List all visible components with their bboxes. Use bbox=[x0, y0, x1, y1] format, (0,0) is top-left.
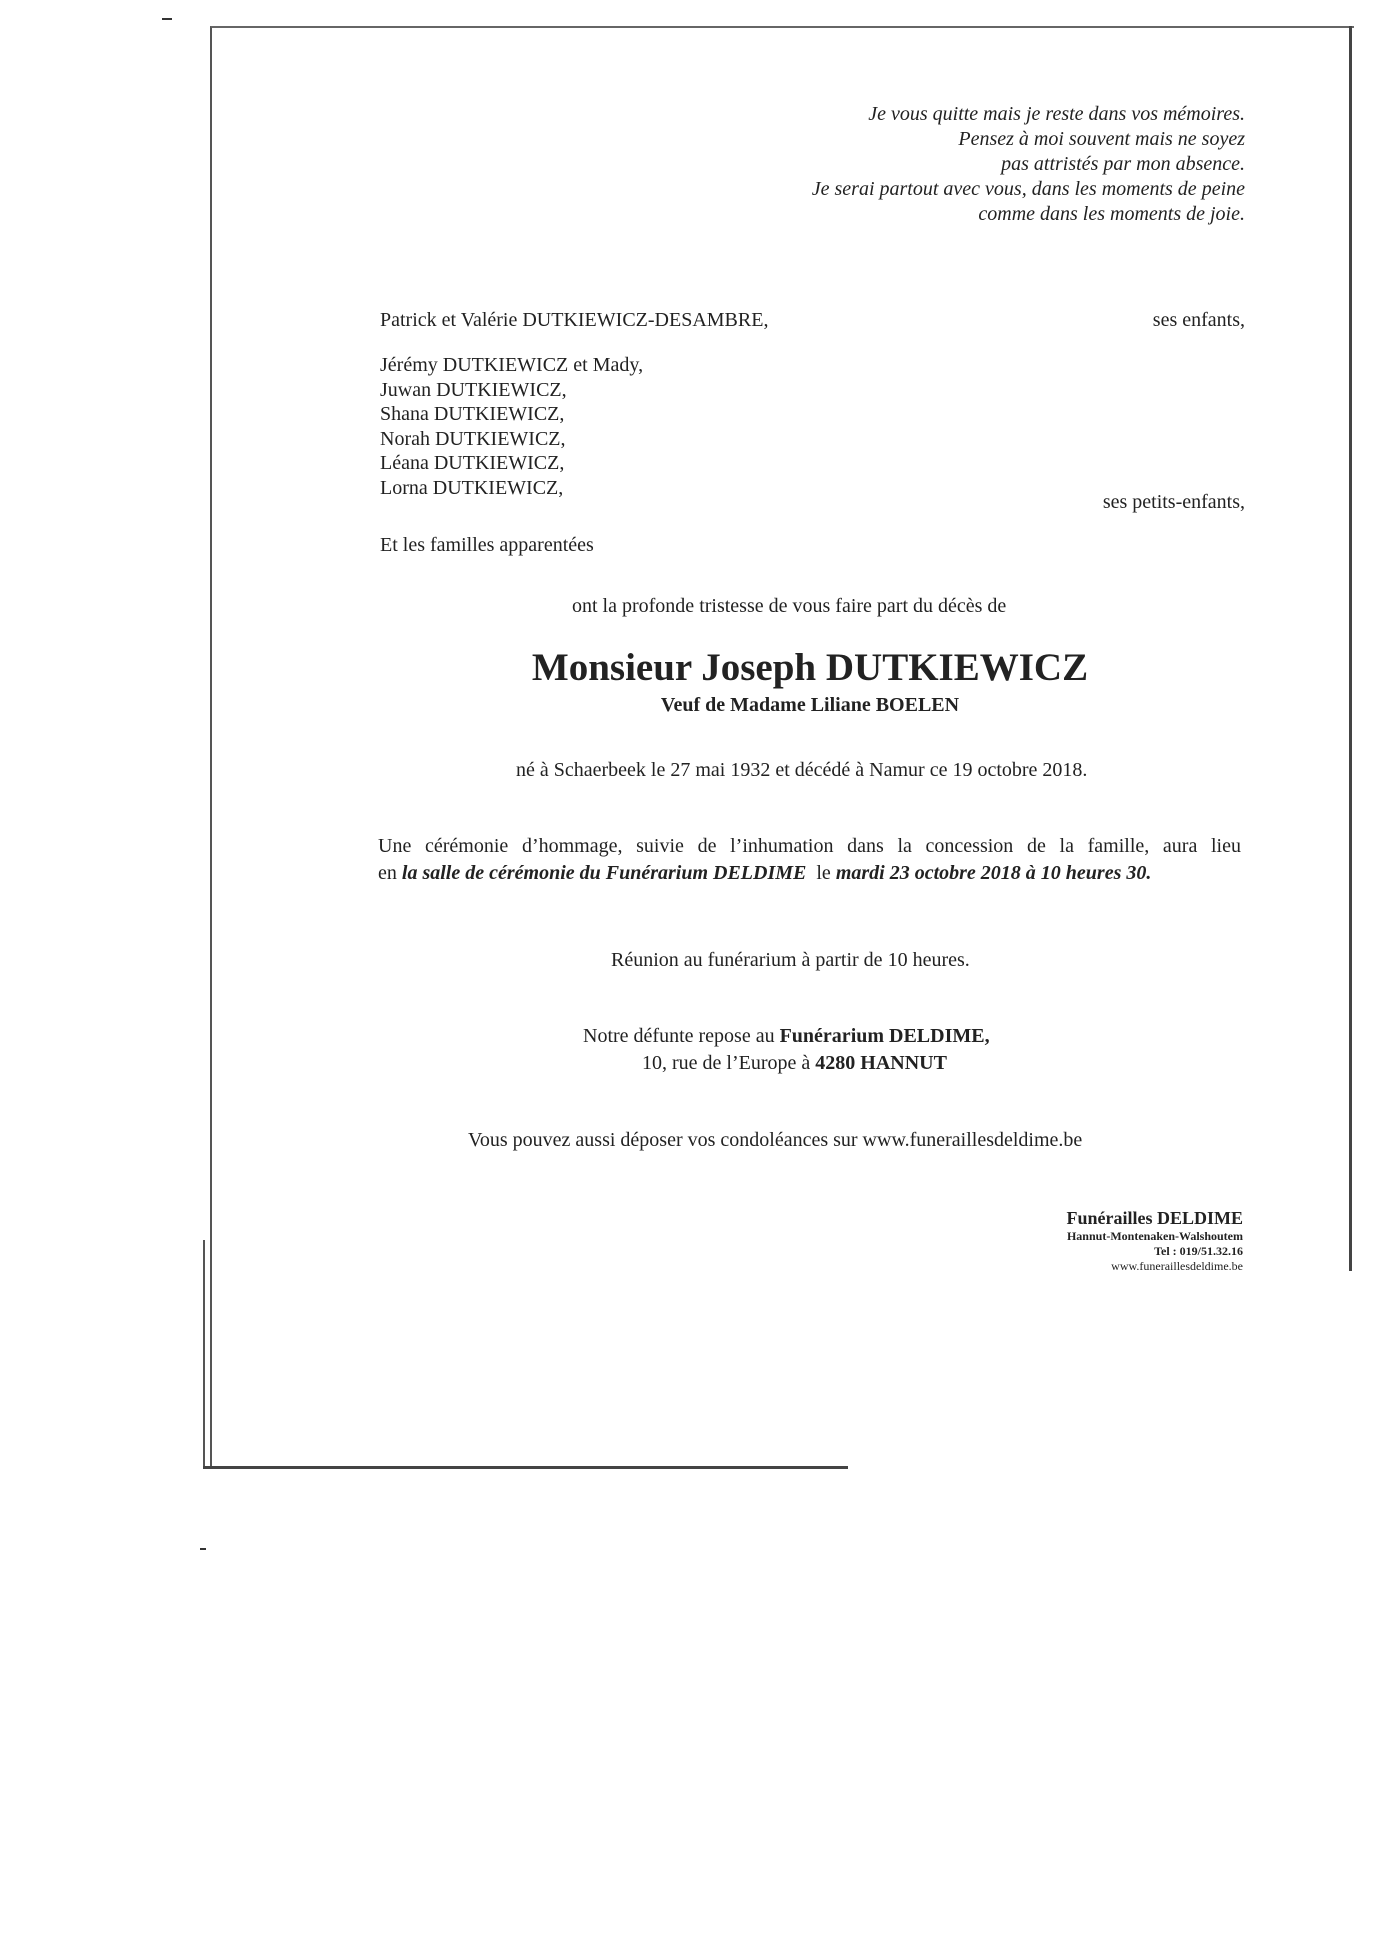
address-prefix: 10, rue de l’Europe à bbox=[642, 1052, 811, 1074]
company-locations: Hannut-Montenaken-Walshoutem bbox=[1066, 1229, 1243, 1243]
poem bbox=[812, 102, 1245, 227]
grandchild-name: Jérémy DUTKIEWICZ et Mady, bbox=[380, 354, 644, 376]
poem-line: pas attristés par mon absence. bbox=[1001, 153, 1245, 175]
address-city: 4280 HANNUT bbox=[815, 1052, 947, 1074]
grandchild-name: Lorna DUTKIEWICZ, bbox=[380, 476, 564, 499]
poem-line: Je vous quitte mais je reste dans vos mémoires. bbox=[868, 103, 1245, 125]
children-role: ses enfants, bbox=[1152, 309, 1245, 331]
deceased-name: Monsieur Joseph DUTKIEWICZ bbox=[531, 646, 1089, 689]
grandchild-name: Shana DUTKIEWICZ, bbox=[380, 403, 565, 425]
grandchildren-role: ses petits-enfants, bbox=[1102, 491, 1245, 513]
deceased-dates: né à Schaerbeek le 27 mai 1932 et décédé à Namur ce 19 octobre 2018. bbox=[516, 759, 1088, 781]
scan-mark bbox=[200, 1548, 206, 1550]
ceremony-line-1: Une cérémonie d’hommage, suivie de l’inhumation dans la concession de la famille, aura lieu bbox=[378, 835, 1241, 857]
company-website: www.funeraillesdeldime.be bbox=[1111, 1259, 1243, 1273]
rest-line bbox=[583, 1024, 990, 1049]
grandchildren-list bbox=[380, 353, 643, 500]
rest-place: Funérarium DELDIME, bbox=[779, 1025, 990, 1047]
company-phone: Tel : 019/51.32.16 bbox=[1154, 1244, 1243, 1258]
frame-bottom-border bbox=[203, 1466, 848, 1469]
ceremony-place: la salle de cérémonie du Funérarium DELDIME bbox=[401, 862, 807, 884]
frame-left-border bbox=[203, 1240, 205, 1468]
announcement: ont la profonde tristesse de vous faire part du décès de bbox=[572, 595, 1007, 617]
rest-prefix: Notre défunte repose au bbox=[583, 1025, 775, 1047]
grandchild-name: Juwan DUTKIEWICZ, bbox=[380, 378, 567, 401]
scan-mark bbox=[162, 18, 172, 20]
condolences-line: Vous pouvez aussi déposer vos condoléances sur www.funeraillesdeldime.be bbox=[468, 1129, 1083, 1151]
ceremony-mid: le bbox=[816, 862, 831, 884]
children-names: Patrick et Valérie DUTKIEWICZ-DESAMBRE, bbox=[380, 309, 769, 331]
poem-line: Je serai partout avec vous, dans les moments de peine bbox=[811, 178, 1245, 200]
funeral-home-signature bbox=[1066, 1207, 1243, 1274]
grandchild-name: Norah DUTKIEWICZ, bbox=[380, 427, 566, 450]
reunion-line: Réunion au funérarium à partir de 10 heures. bbox=[611, 949, 970, 971]
grandchild-name: Léana DUTKIEWICZ, bbox=[380, 452, 565, 474]
poem-line: Pensez à moi souvent mais ne soyez bbox=[958, 128, 1245, 150]
company-name: Funérailles DELDIME bbox=[1066, 1208, 1243, 1228]
rest-address bbox=[642, 1051, 947, 1076]
deceased-subtitle: Veuf de Madame Liliane BOELEN bbox=[660, 694, 960, 716]
poem-line: comme dans les moments de joie. bbox=[978, 203, 1245, 225]
families-line: Et les familles apparentées bbox=[380, 534, 594, 556]
ceremony-line-2 bbox=[378, 860, 1241, 887]
ceremony-prefix: en bbox=[378, 862, 397, 884]
ceremony-date: mardi 23 octobre 2018 à 10 heures 30. bbox=[835, 862, 1152, 884]
